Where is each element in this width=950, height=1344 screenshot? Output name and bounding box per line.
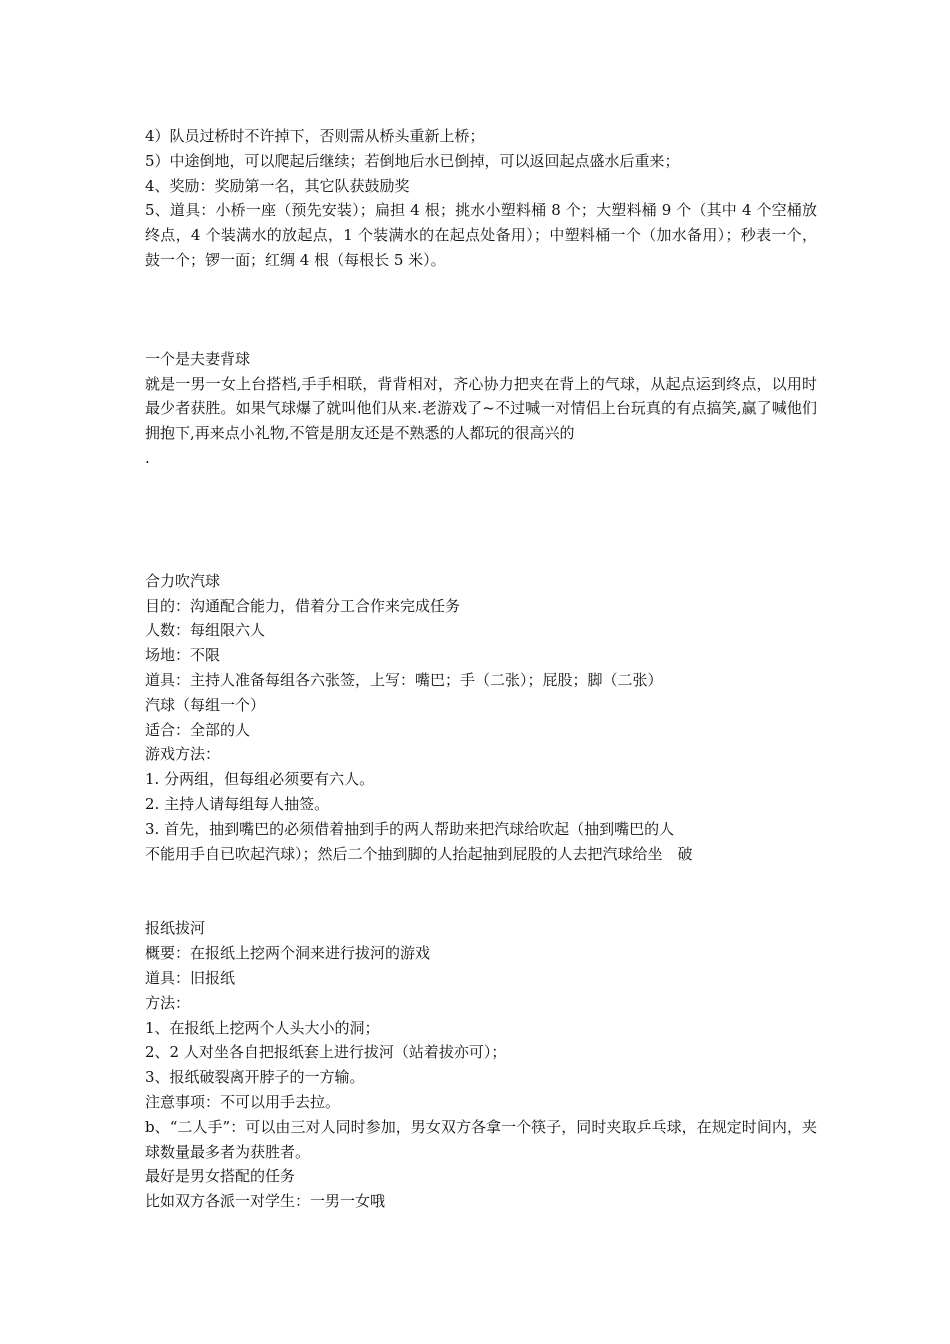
text-line: 3. 首先，抽到嘴巴的必须借着抽到手的两人帮助来把汽球给吹起（抽到嘴巴的人	[145, 819, 675, 838]
text-line: 1. 分两组，但每组必须要有六人。	[145, 770, 375, 789]
text-line: 目的：沟通配合能力，借着分工合作来完成任务	[145, 596, 461, 615]
section-title-balloon: 合力吹汽球	[145, 571, 221, 590]
text-line: 4）队员过桥时不许掉下，否则需从桥头重新上桥；	[145, 127, 485, 145]
text-line: 适合：全部的人	[145, 720, 251, 739]
document-body	[145, 124, 817, 1214]
couple-paragraph: 就是一男一女上台搭档,手手相联，背背相对，齐心协力把夹在背上的气球，从起点运到终点，以用时最少者获胜。如果气球爆了就叫他们从来.老游戏了~不过喊一对情侣上台玩真的有点搞笑,赢了喊他们拥抱下,再来点小礼物,不管是朋友还是不熟悉的人都玩的很高兴的	[145, 374, 817, 443]
stray-dot: .	[145, 448, 150, 467]
text-line: 游戏方法：	[145, 745, 221, 764]
text-line: 道具：主持人准备每组各六张签，上写：嘴巴；手（二张）；屁股；脚（二张）	[145, 670, 663, 689]
spacer	[145, 471, 817, 569]
text-line: 场地：不限	[145, 646, 221, 665]
text-line: 道具：旧报纸	[145, 968, 236, 987]
two-hands-paragraph: b、“二人手”：可以由三对人同时参加，男女双方各拿一个筷子，同时夹取乒乓球，在规定时间内，夹球数量最多者为获胜者。	[145, 1117, 817, 1161]
props-paragraph: 5、道具：小桥一座（预先安装）；扁担 4 根；挑水小塑料桶 8 个；大塑料桶 9 个（其中 4 个空桶放终点，4 个装满水的放起点，1 个装满水的在起点处备用）；中塑料桶一个（加水备用）；秒表一个，鼓一个；锣一面；红绸 4 根（每根长 5 米）。	[145, 201, 817, 269]
spacer	[145, 273, 817, 347]
text-line: 方法：	[145, 993, 191, 1012]
text-line: 5）中途倒地，可以爬起后继续；若倒地后水已倒掉，可以返回起点盛水后重来；	[145, 151, 680, 170]
text-line: 3、报纸破裂离开脖子的一方输。	[145, 1068, 365, 1087]
text-line: 注意事项：不可以用手去拉。	[145, 1092, 341, 1111]
text-line: 2. 主持人请每组每人抽签。	[145, 794, 330, 813]
text-line: 汽球（每组一个）	[145, 695, 266, 714]
section-title-couple: 一个是夫妻背球	[145, 349, 251, 368]
section-title-newspaper: 报纸拔河	[145, 919, 206, 938]
text-line: 比如双方各派一对学生：一男一女哦	[145, 1192, 386, 1211]
text-line: 人数：每组限六人	[145, 621, 266, 640]
text-line: 1、在报纸上挖两个人头大小的洞；	[145, 1018, 380, 1037]
text-line: 2、2 人对坐各自把报纸套上进行拔河（站着拔亦可）；	[145, 1043, 507, 1062]
text-line: 概要：在报纸上挖两个洞来进行拔河的游戏	[145, 944, 431, 963]
text-line: 不能用手自已吹起汽球）；然后二个抽到脚的人抬起抽到屁股的人去把汽球给坐 破	[145, 844, 693, 863]
text-line: 4、奖励：奖励第一名，其它队获鼓励奖	[145, 176, 410, 195]
spacer	[145, 866, 817, 916]
text-line: 最好是男女搭配的任务	[145, 1167, 296, 1186]
